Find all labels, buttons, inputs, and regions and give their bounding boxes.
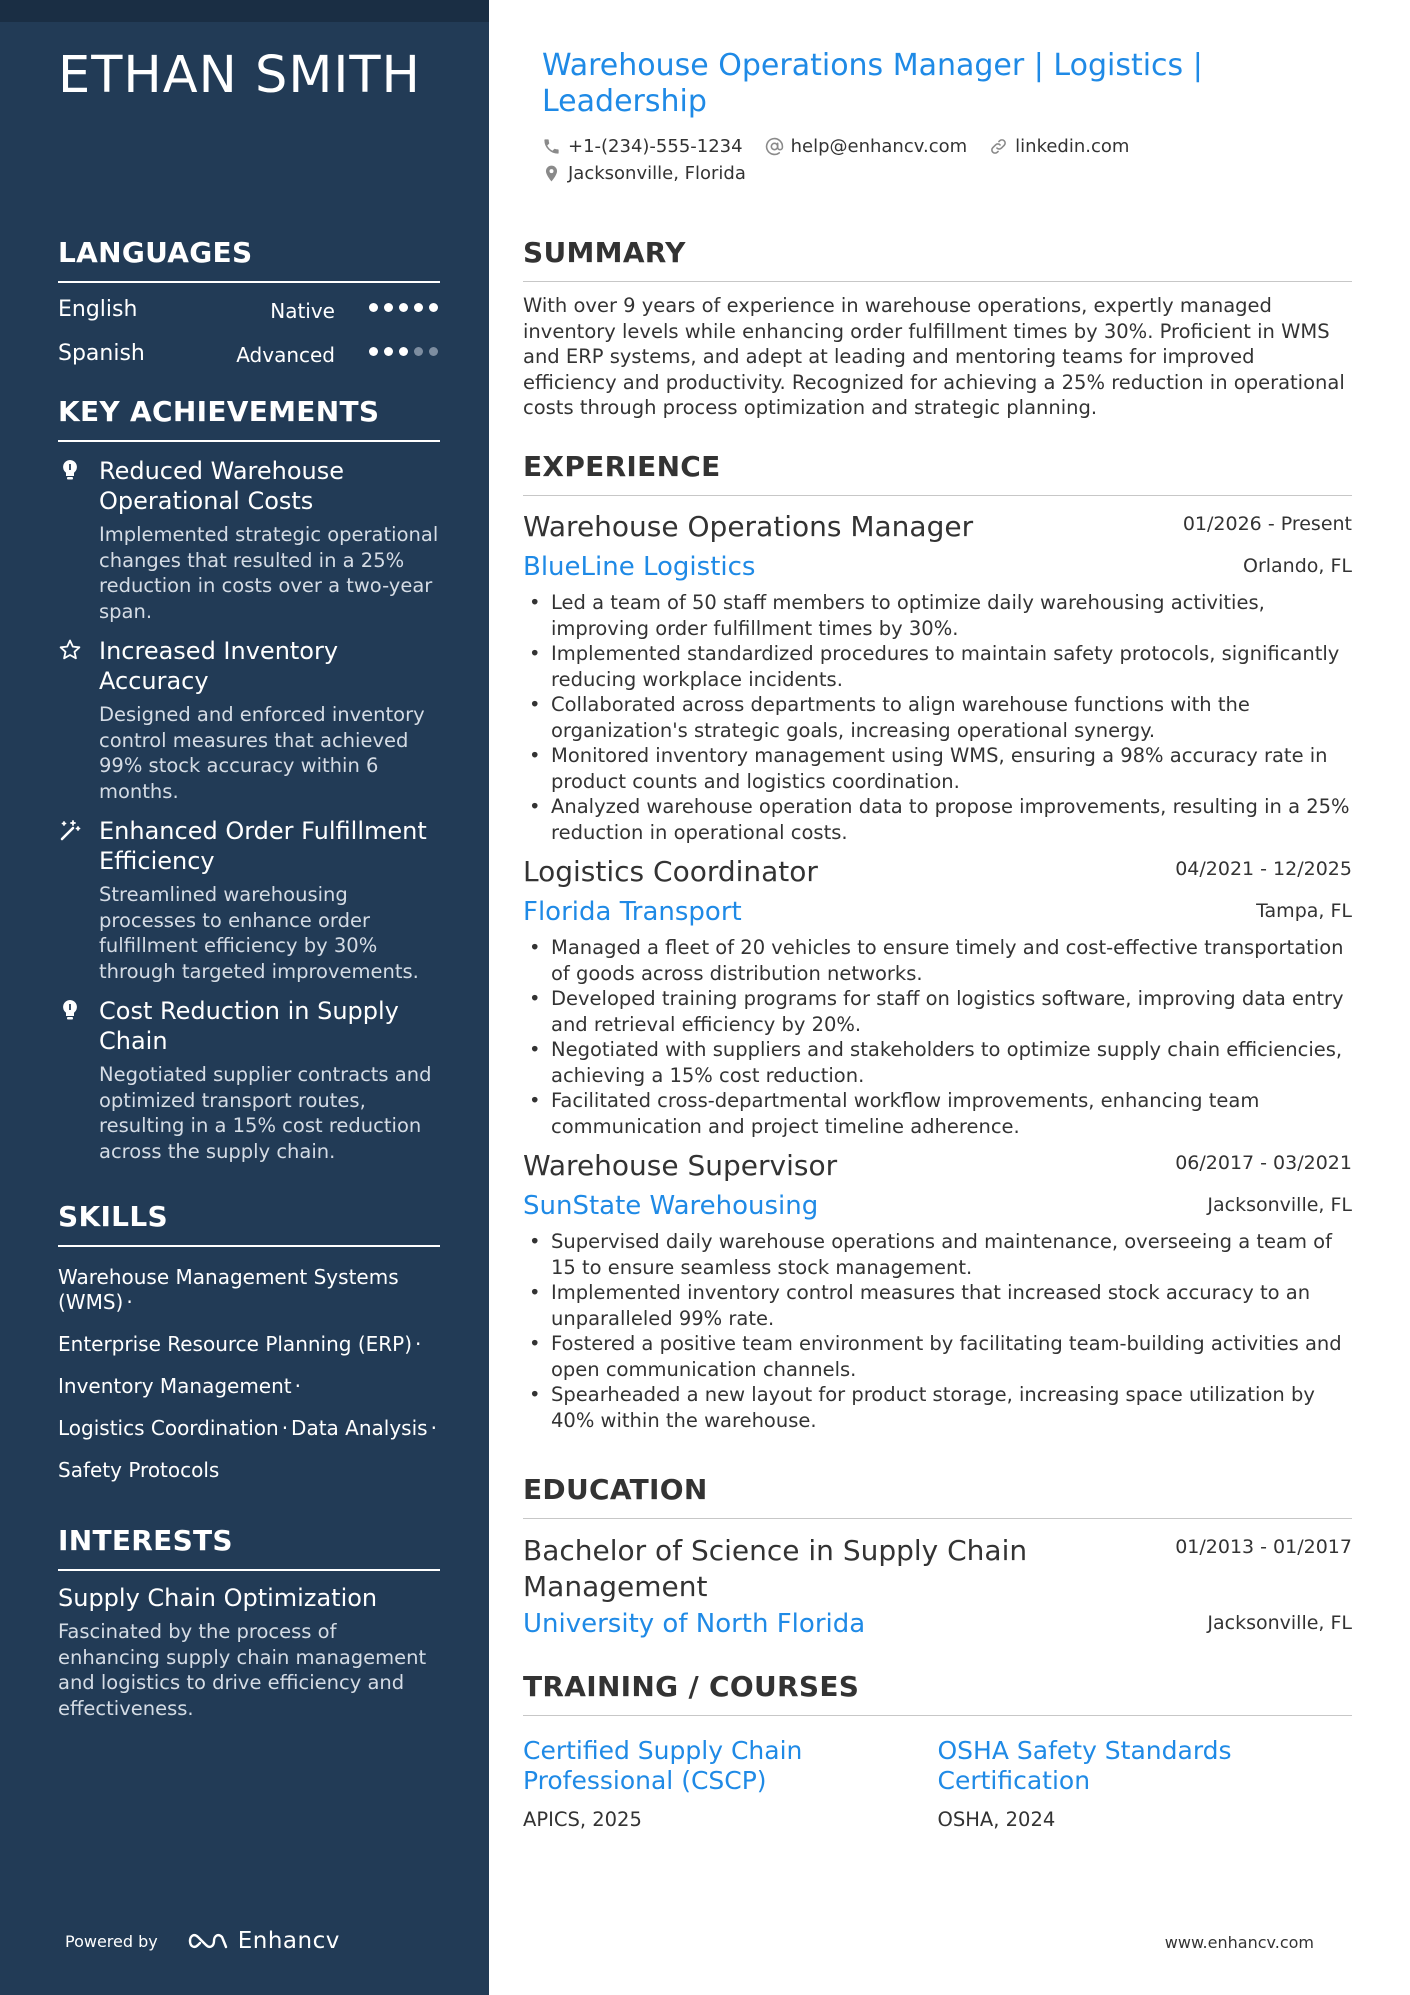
summary-title: SUMMARY	[523, 236, 1352, 282]
job-subheader	[523, 552, 1352, 588]
experience-title: EXPERIENCE	[523, 450, 1352, 496]
interest-description: Fascinated by the process of enhancing supply chain management and logistics to drive efficiency and effectiveness.	[58, 1620, 427, 1720]
education-dates: 01/2013 - 01/2017	[1175, 1536, 1352, 1558]
course-org: OSHA, 2024	[937, 1808, 1056, 1831]
job-bullet: • Spearheaded a new layout for product storage, increasing space utilization by 40% within the warehouse.	[523, 1382, 1352, 1433]
email-text: help@enhancv.com	[790, 136, 968, 157]
course-title: OSHA Safety Standards Certification	[937, 1736, 1232, 1795]
job-entry	[523, 855, 1352, 1139]
training-title: TRAINING / COURSES	[523, 1670, 1352, 1716]
powered-by	[65, 1928, 340, 1954]
brand-name: Enhancv	[237, 1928, 340, 1954]
summary-text: With over 9 years of experience in warehouse operations, expertly managed inventory levels while enhancing order fulfillment times by 30%. Proficient in WMS and ERP systems, and adept at leading and mentoring teams for improved efficiency and productivity. Recognized for achieving a 25% reduction in operational costs through process optimization and strategic planning.	[523, 294, 1345, 419]
achievement-title: Reduced Warehouse Operational Costs	[99, 457, 345, 515]
skill-item: Enterprise Resource Planning (ERP)	[58, 1332, 413, 1356]
interests-section	[58, 1524, 440, 1721]
job-header	[523, 855, 1352, 897]
job-title: Warehouse Supervisor	[523, 1149, 838, 1182]
achievement-item	[58, 456, 440, 624]
website-link[interactable]: www.enhancv.com	[1164, 1933, 1314, 1952]
job-location: Jacksonville, FL	[1207, 1194, 1352, 1216]
contact-email[interactable]	[765, 136, 968, 157]
summary-section	[523, 236, 1352, 421]
skill-line	[58, 1374, 440, 1399]
lightbulb-icon	[58, 458, 82, 482]
job-subheader	[523, 897, 1352, 933]
job-dates: 04/2021 - 12/2025	[1175, 858, 1352, 880]
job-bullet: • Led a team of 50 staff members to optimize daily warehousing activities, improving order fulfillment times by 30%.	[523, 590, 1352, 641]
education-degree: Bachelor of Science in Supply Chain Management	[523, 1534, 1028, 1603]
rating-dot	[369, 303, 378, 312]
job-dates: 01/2026 - Present	[1182, 513, 1352, 535]
job-bullet: • Managed a fleet of 20 vehicles to ensure timely and cost-effective transportation of goods across distribution networks.	[523, 935, 1352, 986]
job-bullets	[523, 590, 1352, 845]
skill-item: Inventory Management	[58, 1374, 292, 1398]
rating-dot	[414, 347, 423, 356]
candidate-name: ETHAN SMITH	[58, 46, 421, 105]
job-entry	[523, 1149, 1352, 1433]
brand-logo[interactable]	[186, 1928, 340, 1954]
job-bullets	[523, 1229, 1352, 1433]
rating-dot	[399, 303, 408, 312]
rating-dot	[399, 347, 408, 356]
job-bullet: • Developed training programs for staff on logistics software, improving data entry and retrieval efficiency by 20%.	[523, 986, 1352, 1037]
language-rating	[369, 347, 438, 356]
achievements-title: KEY ACHIEVEMENTS	[58, 395, 440, 442]
job-company: Florida Transport	[523, 897, 742, 927]
job-location: Tampa, FL	[1256, 900, 1352, 922]
phone-text: +1-(234)-555-1234	[568, 136, 743, 157]
enhancv-logo-icon	[186, 1929, 230, 1953]
star-icon	[58, 638, 82, 662]
achievement-item	[58, 996, 440, 1164]
skill-item: Safety Protocols	[58, 1458, 220, 1482]
skill-line	[58, 1332, 440, 1357]
contact-row	[542, 136, 1129, 157]
skills-list	[58, 1265, 440, 1483]
sidebar-top-bar	[0, 0, 489, 22]
rating-dot	[429, 303, 438, 312]
job-bullet: • Negotiated with suppliers and stakeholders to optimize supply chain efficiencies, achieving a 15% cost reduction.	[523, 1037, 1352, 1088]
rating-dot	[384, 347, 393, 356]
job-location: Orlando, FL	[1242, 555, 1352, 577]
education-location: Jacksonville, FL	[1207, 1612, 1352, 1634]
course-org: APICS, 2025	[523, 1808, 642, 1831]
skills-section	[58, 1200, 440, 1500]
training-section	[523, 1670, 1352, 1831]
job-title: Warehouse Operations Manager	[523, 510, 974, 543]
job-dates: 06/2017 - 03/2021	[1175, 1152, 1352, 1174]
job-bullet: • Implemented standardized procedures to maintain safety protocols, significantly reducing workplace incidents.	[523, 641, 1352, 692]
achievement-description: Designed and enforced inventory control measures that achieved 99% stock accuracy within 6 months.	[99, 703, 425, 803]
experience-section	[523, 450, 1352, 1433]
job-bullet: • Implemented inventory control measures that increased stock accuracy to an unparalleled 99% rate.	[523, 1280, 1352, 1331]
language-rating	[369, 303, 438, 312]
headline: Warehouse Operations Manager | Logistics | Leadership	[542, 48, 1203, 119]
education-header	[523, 1533, 1352, 1605]
language-level: Native	[270, 299, 335, 323]
skill-separator: ·	[294, 1374, 301, 1398]
rating-dot	[414, 303, 423, 312]
contact-linkedin[interactable]	[989, 136, 1129, 157]
language-row	[58, 291, 440, 335]
education-section	[523, 1473, 1352, 1645]
language-name: Spanish	[58, 341, 145, 366]
lightbulb-icon	[58, 998, 82, 1022]
contact-location	[542, 163, 746, 184]
skill-item: Data Analysis	[291, 1416, 428, 1440]
achievement-description: Implemented strategic operational changes that resulted in a 25% reduction in costs over a two-year span.	[99, 523, 439, 623]
link-icon	[989, 137, 1008, 156]
powered-by-label: Powered by	[65, 1931, 158, 1951]
job-subheader	[523, 1191, 1352, 1227]
skill-item: Logistics Coordination	[58, 1416, 279, 1440]
achievement-title: Enhanced Order Fulfillment Efficiency	[99, 817, 427, 875]
key-achievements-section	[58, 395, 440, 1164]
language-name: English	[58, 297, 138, 322]
skill-line	[58, 1458, 440, 1483]
training-grid	[523, 1736, 1352, 1831]
course-title: Certified Supply Chain Professional (CSCP)	[523, 1736, 803, 1795]
language-row	[58, 335, 440, 379]
interests-title: INTERESTS	[58, 1524, 440, 1571]
skills-title: SKILLS	[58, 1200, 440, 1247]
skill-line	[58, 1416, 440, 1441]
languages-section	[58, 236, 440, 379]
achievement-description: Streamlined warehousing processes to enhance order fulfillment efficiency by 30% through targeted improvements.	[99, 883, 419, 983]
linkedin-text: linkedin.com	[1015, 136, 1130, 157]
skill-item: Warehouse Management Systems (WMS)	[58, 1265, 399, 1314]
achievement-title: Increased Inventory Accuracy	[99, 637, 339, 695]
location-row	[542, 163, 746, 184]
rating-dot	[429, 347, 438, 356]
languages-title: LANGUAGES	[58, 236, 440, 283]
skill-separator: ·	[126, 1290, 133, 1314]
education-subheader	[523, 1609, 1352, 1645]
skill-separator: ·	[415, 1332, 422, 1356]
job-bullets	[523, 935, 1352, 1139]
job-entry	[523, 510, 1352, 845]
job-company: BlueLine Logistics	[523, 552, 756, 582]
education-title: EDUCATION	[523, 1473, 1352, 1519]
job-bullet: • Fostered a positive team environment by facilitating team-building activities and open communication channels.	[523, 1331, 1352, 1382]
course-item	[938, 1736, 1353, 1831]
job-bullet: • Collaborated across departments to align warehouse functions with the organization's strategic goals, increasing operational synergy.	[523, 692, 1352, 743]
job-bullet: • Analyzed warehouse operation data to propose improvements, resulting in a 25% reduction in operational costs.	[523, 794, 1352, 845]
education-school: University of North Florida	[523, 1609, 866, 1639]
language-level: Advanced	[236, 343, 335, 367]
job-bullet: • Supervised daily warehouse operations and maintenance, overseeing a team of 15 to ensure seamless stock management.	[523, 1229, 1352, 1280]
achievement-title: Cost Reduction in Supply Chain	[99, 997, 399, 1055]
location-text: Jacksonville, Florida	[568, 163, 746, 184]
achievement-description: Negotiated supplier contracts and optimized transport routes, resulting in a 15% cost reduction across the supply chain.	[99, 1063, 432, 1163]
location-pin-icon	[542, 164, 561, 183]
skill-line	[58, 1265, 440, 1315]
course-item	[523, 1736, 938, 1831]
job-bullet: • Monitored inventory management using WMS, ensuring a 98% accuracy rate in product counts and logistics coordination.	[523, 743, 1352, 794]
achievement-item	[58, 816, 440, 984]
skill-separator: ·	[430, 1416, 437, 1440]
job-header	[523, 1149, 1352, 1191]
phone-icon	[542, 137, 561, 156]
at-sign-icon	[765, 137, 784, 156]
magic-wand-icon	[58, 818, 82, 842]
contact-phone[interactable]	[542, 136, 743, 157]
interest-title: Supply Chain Optimization	[58, 1584, 378, 1612]
job-header	[523, 510, 1352, 552]
job-bullet: • Facilitated cross-departmental workflow improvements, enhancing team communication and project timeline adherence.	[523, 1088, 1352, 1139]
job-title: Logistics Coordinator	[523, 855, 818, 888]
achievement-item	[58, 636, 440, 804]
rating-dot	[384, 303, 393, 312]
rating-dot	[369, 347, 378, 356]
skill-separator: ·	[281, 1416, 289, 1440]
job-company: SunState Warehousing	[523, 1191, 819, 1221]
